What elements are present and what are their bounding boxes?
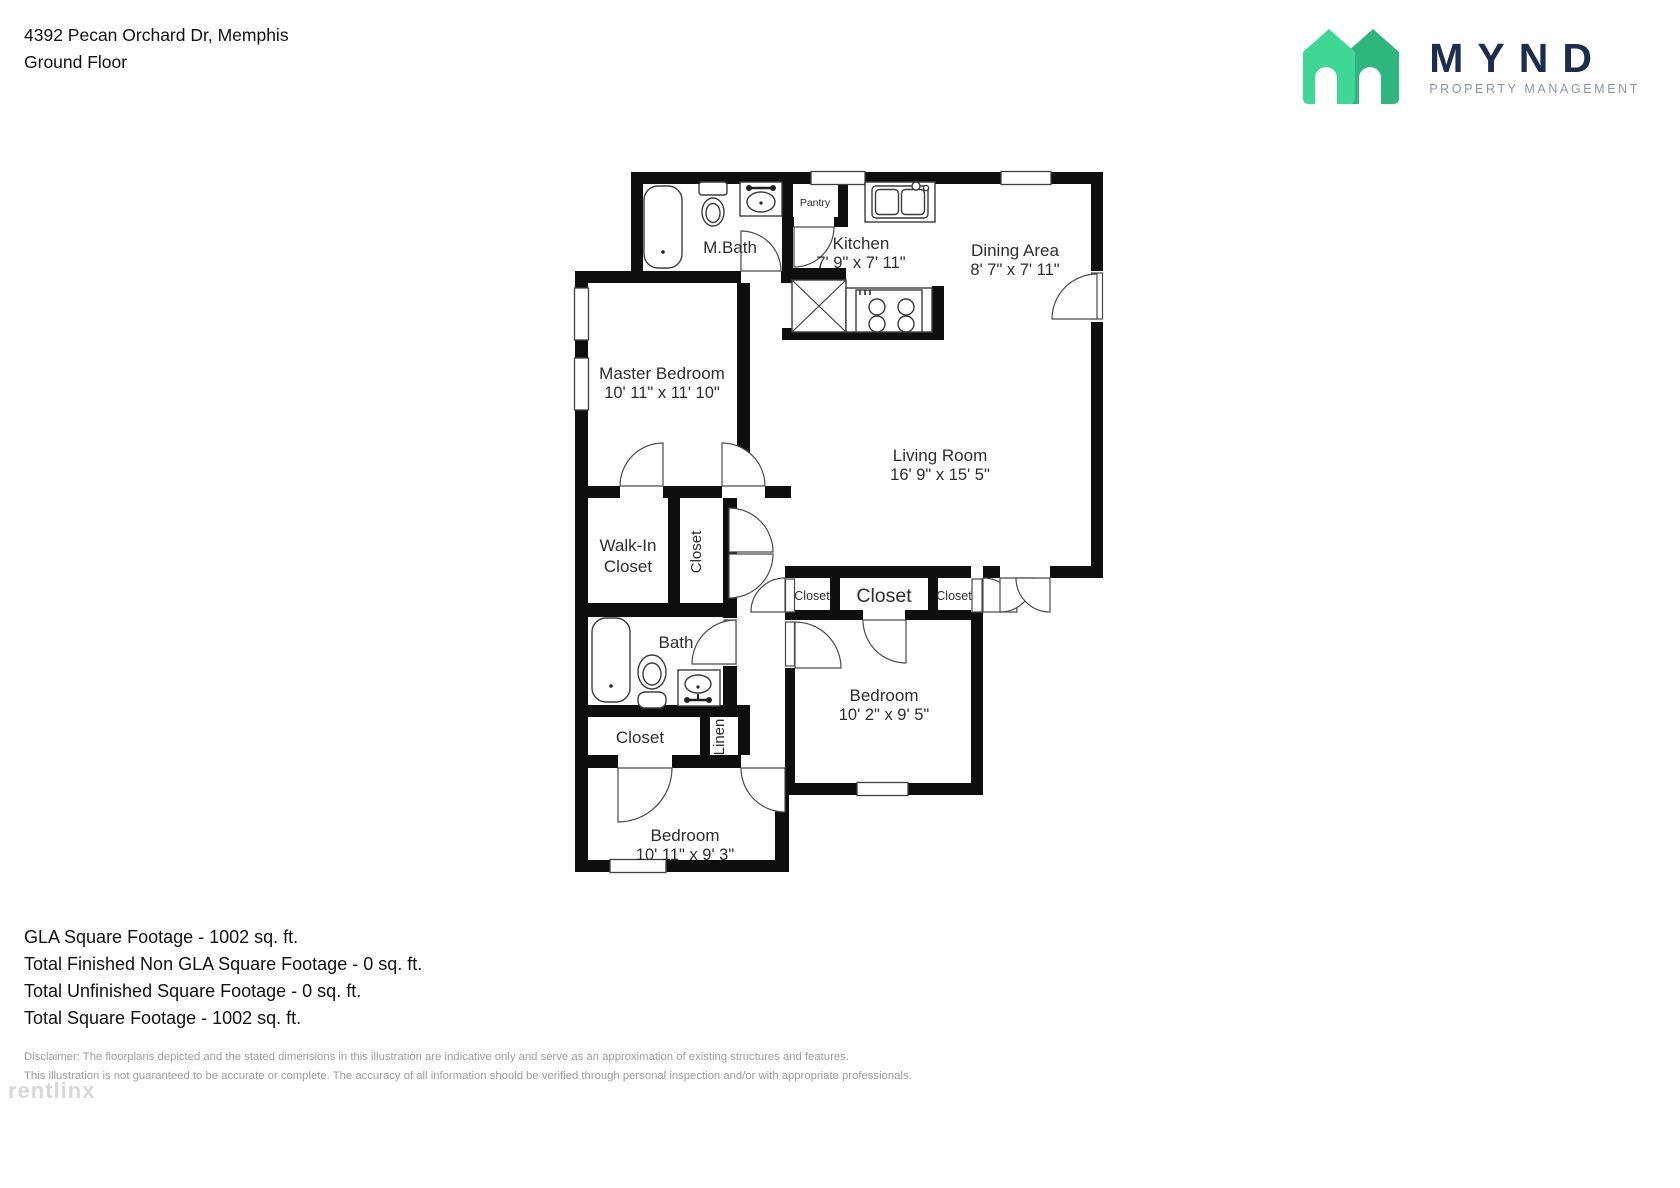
toilet-icon xyxy=(699,182,727,195)
label-dining: Dining Area xyxy=(971,241,1059,260)
bedroom-right-door-leaf xyxy=(786,622,795,666)
dims-kitchen: 7' 9" x 7' 11" xyxy=(816,254,906,272)
label-bottom-closet: Closet xyxy=(615,728,665,747)
closet-right-door-leaf xyxy=(972,579,982,612)
window-bedroom-right xyxy=(857,783,908,796)
square-footage-stats xyxy=(24,924,422,1032)
closet-left-door-leaf xyxy=(786,579,795,612)
window-master-2 xyxy=(575,358,589,410)
floor-label: Ground Floor xyxy=(24,52,128,72)
dims-living: 16' 9" x 15' 5" xyxy=(890,466,990,484)
label-closet-left: Closet xyxy=(794,589,830,603)
label-walk-in-1: Walk-In xyxy=(599,536,657,555)
label-living: Living Room xyxy=(892,446,988,465)
dims-master: 10' 11" x 11' 10" xyxy=(604,384,720,402)
window-dining xyxy=(1001,172,1051,185)
dims-dining: 8' 7" x 7' 11" xyxy=(970,261,1060,279)
label-pantry: Pantry xyxy=(799,197,831,209)
label-master: Master Bedroom xyxy=(599,364,725,383)
disclaimer-line-2: This illustration is not guaranteed to be accurate or complete. The accuracy of all information should be verified through personal inspection and/or with appropriate professionals. xyxy=(24,1069,912,1082)
dims-bedroom-bottom: 10' 11" x 9' 3" xyxy=(635,846,735,864)
label-bath: Bath xyxy=(658,633,694,652)
window-kitchen xyxy=(811,172,865,185)
bathtub-icon-2 xyxy=(592,618,630,702)
disclaimer-line-1: Disclaimer: The floorplans depicted and the stated dimensions in this illustration are indicative only and serve as an approximation of existing structures and features. xyxy=(24,1051,849,1063)
stat-gla: GLA Square Footage - 1002 sq. ft. xyxy=(24,927,299,947)
property-address: 4392 Pecan Orchard Dr, Memphis xyxy=(24,25,289,45)
faucet-icon xyxy=(912,182,920,190)
label-closet-right: Closet xyxy=(936,589,972,603)
label-m-bath: M.Bath xyxy=(703,238,757,257)
label-hall-closet: Closet xyxy=(688,530,705,574)
brand-tagline: PROPERTY MANAGEMENT xyxy=(1429,82,1640,96)
dims-bedroom-right: 10' 2" x 9' 5" xyxy=(838,706,930,724)
label-bedroom-right: Bedroom xyxy=(849,686,919,705)
label-linen: Linen xyxy=(711,718,728,756)
bathtub-icon xyxy=(644,186,682,268)
label-walk-in-2: Closet xyxy=(603,557,653,576)
rentlinx-watermark: rentlinx xyxy=(8,1078,96,1103)
stat-non-gla: Total Finished Non GLA Square Footage - 0 sq. ft. xyxy=(24,954,423,974)
disclaimer xyxy=(24,1048,912,1085)
label-closet-center: Closet xyxy=(856,585,912,607)
window-master-1 xyxy=(575,288,589,340)
stat-unfinished: Total Unfinished Square Footage - 0 sq. ft. xyxy=(24,981,362,1001)
brand-name: MYND xyxy=(1429,35,1606,81)
stat-total: Total Square Footage - 1002 sq. ft. xyxy=(24,1008,302,1028)
label-kitchen: Kitchen xyxy=(832,234,890,253)
label-bedroom-bottom: Bedroom xyxy=(650,826,720,845)
